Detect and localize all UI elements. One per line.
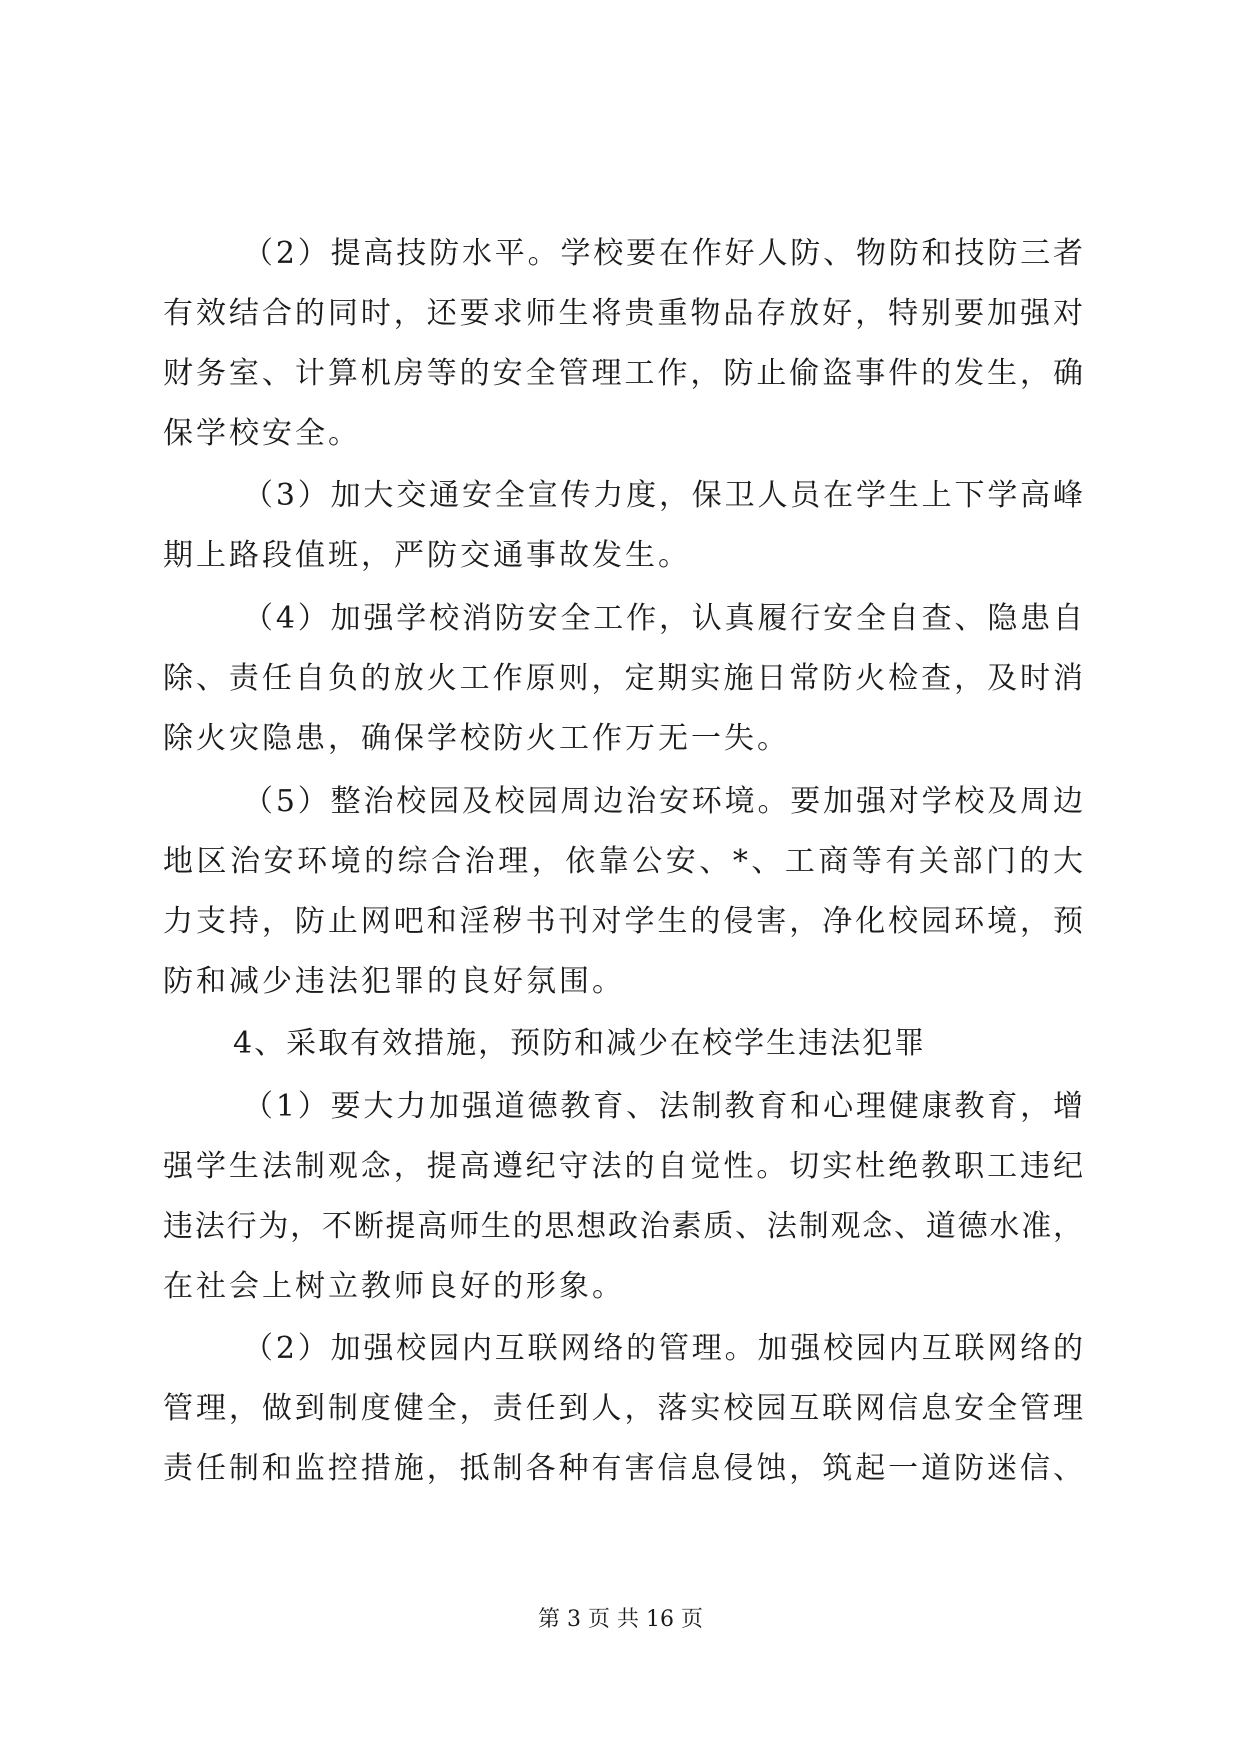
- paragraph-line: （1）要大力加强道德教育、法制教育和心理健康教育，增: [243, 1089, 1083, 1124]
- paragraph-line: 有效结合的同时，还要求师生将贵重物品存放好，特别要加强对: [163, 296, 1083, 331]
- paragraph-line: 期上路段值班，严防交通事故发生。: [163, 538, 691, 573]
- paragraph-line: 除、责任自负的放火工作原则，定期实施日常防火检查，及时消: [163, 661, 1083, 696]
- paragraph-line: 力支持，防止网吧和淫秽书刊对学生的侵害，净化校园环境，预: [163, 904, 1083, 939]
- section-heading: 4、采取有效措施，预防和减少在校学生违法犯罪: [233, 1026, 927, 1061]
- paragraph-line: 违法行为，不断提高师生的思想政治素质、法制观念、道德水准，: [163, 1209, 1083, 1244]
- paragraph-line: （4）加强学校消防安全工作，认真履行安全自查、隐患自: [243, 601, 1083, 636]
- paragraph-line: 强学生法制观念，提高遵纪守法的自觉性。切实杜绝教职工违纪: [163, 1149, 1083, 1184]
- paragraph-line: 责任制和监控措施，抵制各种有害信息侵蚀，筑起一道防迷信、: [163, 1451, 1083, 1486]
- paragraph-line: 保学校安全。: [163, 416, 361, 451]
- page-footer: 第 3 页 共 16 页: [538, 1607, 703, 1632]
- paragraph-line: （5）整治校园及校园周边治安环境。要加强对学校及周边: [243, 784, 1083, 819]
- paragraph-line: 管理，做到制度健全，责任到人，落实校园互联网信息安全管理: [163, 1391, 1083, 1426]
- paragraph-line: 在社会上树立教师良好的形象。: [163, 1269, 625, 1304]
- paragraph-line: 地区治安环境的综合治理，依靠公安、*、工商等有关部门的大: [163, 844, 1083, 879]
- paragraph-line: （2）提高技防水平。学校要在作好人防、物防和技防三者: [243, 236, 1083, 271]
- paragraph-line: （3）加大交通安全宣传力度，保卫人员在学生上下学高峰: [243, 478, 1083, 513]
- paragraph-line: 防和减少违法犯罪的良好氛围。: [163, 964, 625, 999]
- paragraph-line: 除火灾隐患，确保学校防火工作万无一失。: [163, 721, 790, 756]
- paragraph-line: （2）加强校园内互联网络的管理。加强校园内互联网络的: [243, 1331, 1083, 1366]
- paragraph-line: 财务室、计算机房等的安全管理工作，防止偷盗事件的发生，确: [163, 356, 1083, 391]
